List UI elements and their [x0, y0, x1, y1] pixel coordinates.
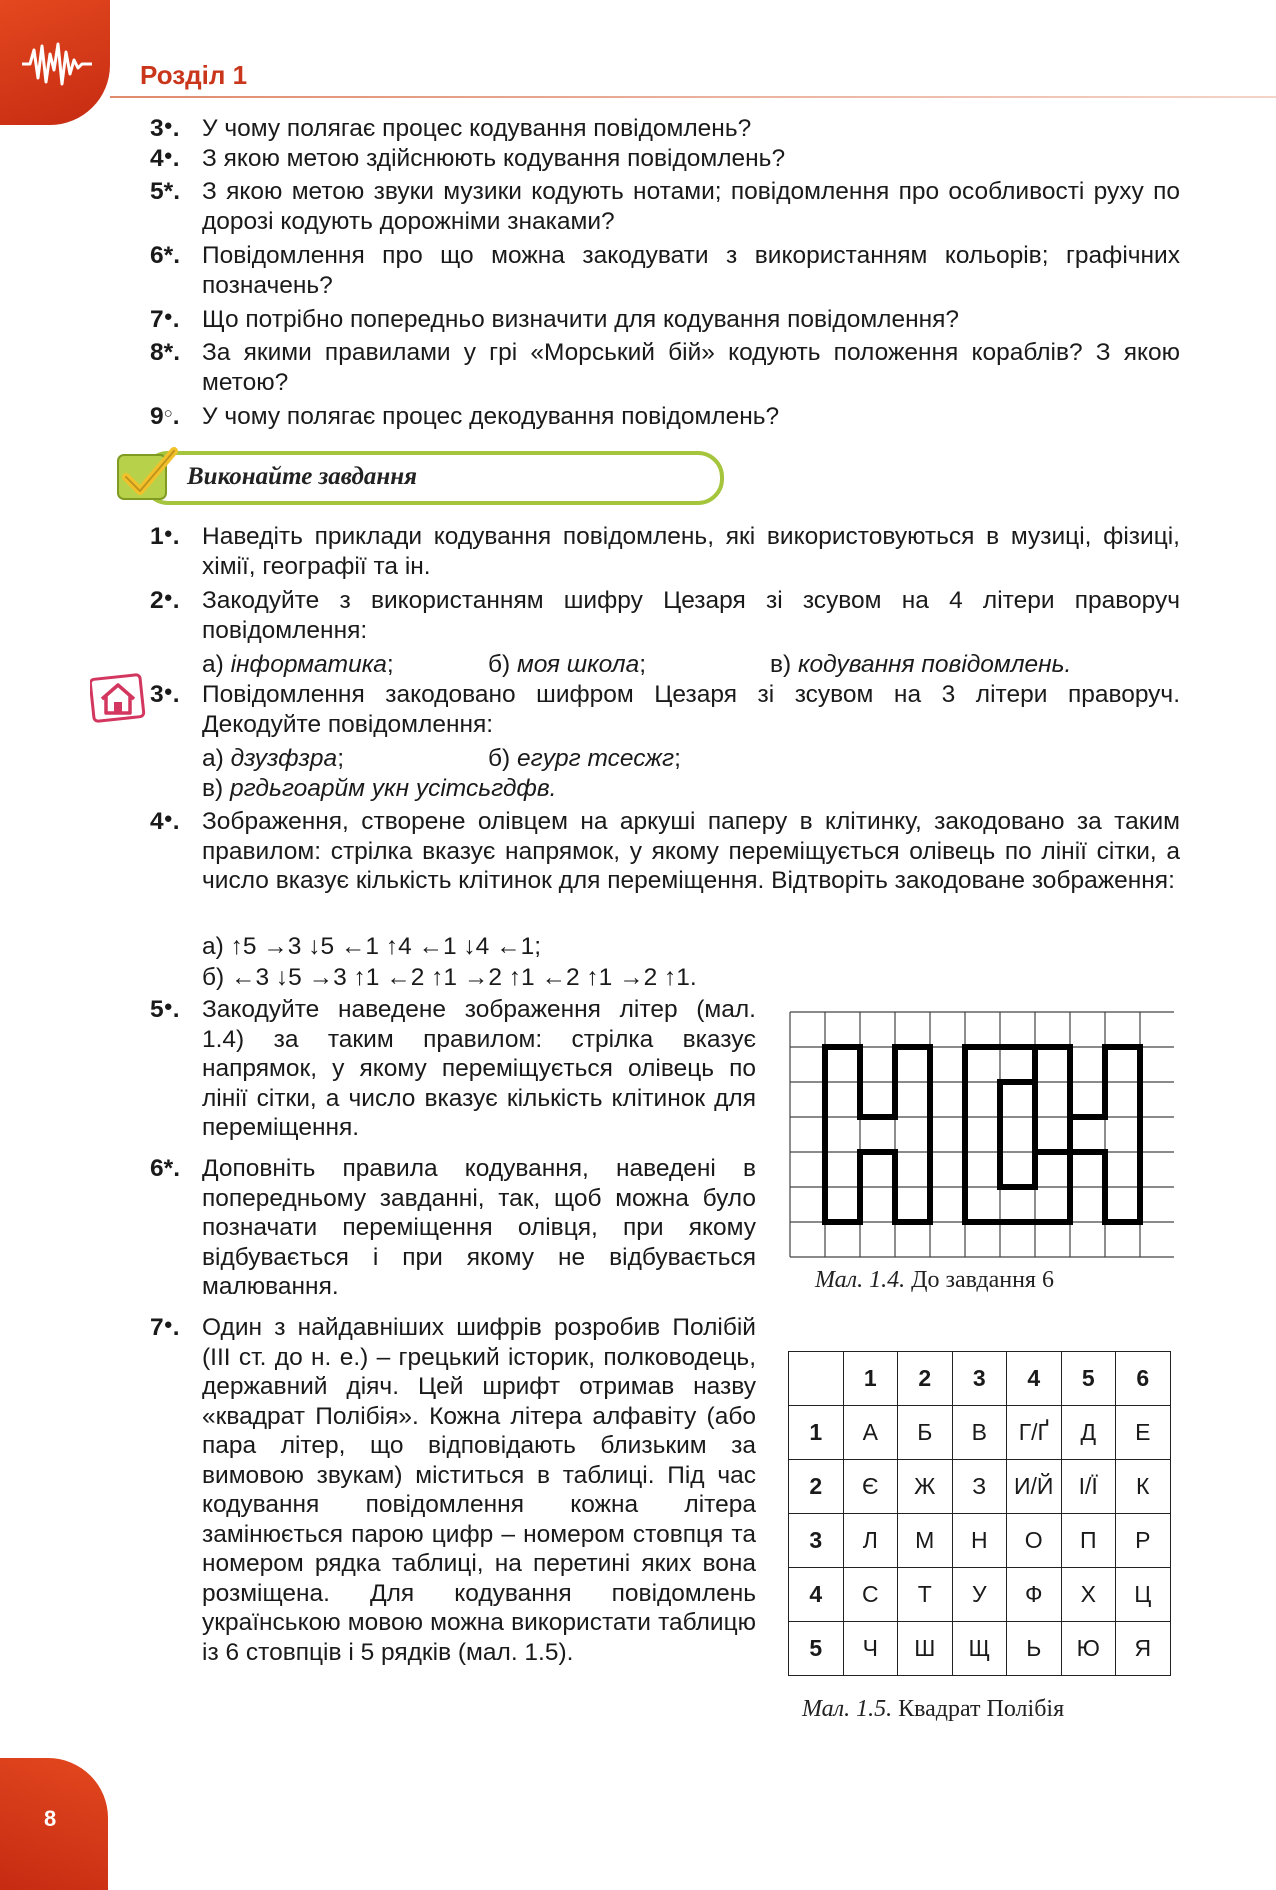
- task-6: 6*. Доповніть правила кодування, наведені в попередньому завданні, так, щоб можна було позначати переміщення олівця, при якому відбувається і при якому не відбувається малювання.: [150, 1155, 756, 1300]
- task-2: 2●. Закодуйте з використанням шифру Цезаря зі зсувом на 4 літери праворуч повідомлення:: [150, 587, 1180, 644]
- letter-ch-path: [1035, 1047, 1140, 1222]
- table-row: [789, 1568, 1171, 1622]
- task-banner-label: Виконайте завдання: [187, 463, 418, 490]
- question-7: 7●. Що потрібно попередньо визначити для кодування повідомлення?: [150, 306, 960, 333]
- table-cell: 1: [843, 1352, 898, 1406]
- home-task-icon: [90, 673, 148, 723]
- table-cell: 5: [789, 1622, 844, 1676]
- polybius-square-table: [788, 1351, 1171, 1676]
- question-8: 8*. За якими правилами у грі «Морський бій» кодують положення кораблів? З якою метою?: [150, 339, 1180, 396]
- task-7: 7●. Один з найдавніших шифрів розробив Полібій (ІІІ ст. до н. е.) – грецький історик, полководець, державний діяч. Цей шрифт отримав назву «квадрат Полібія». Кожна літера алфавіту (або пара літер, що відповідають близьким за вимовою звукам) міститься в таблиці. Під час кодування повідомлення кожна літера замінюється парою цифр – номером стовпця та номером рядка таблиці, на перетині яких вона розміщена. Для кодування повідомлень українською мовою можна використати таблицю із 6 стовпців і 5 рядків (мал. 1.5).: [150, 1314, 756, 1666]
- table-header-row: [789, 1352, 1171, 1406]
- table-row: [789, 1514, 1171, 1568]
- figure-1-5-caption: Мал. 1.5. Квадрат Полібія: [802, 1696, 1065, 1722]
- task-3: 3●. Повідомлення закодовано шифром Цезаря зі зсувом на 3 літери праворуч. Декодуйте повідомлення:: [150, 681, 1180, 738]
- task-3-option-c: в) ргдьгоарйм укн усітсьгдфв.: [202, 775, 557, 802]
- table-cell: 2: [898, 1352, 953, 1406]
- table-cell: 4: [1007, 1352, 1062, 1406]
- table-cell: 5: [1061, 1352, 1116, 1406]
- table-cell: Е: [1116, 1406, 1171, 1460]
- sound-wave-icon: [20, 40, 94, 88]
- letter-o-inner-path: [1000, 1082, 1035, 1187]
- task-5: 5●. Закодуйте наведене зображення літер (мал. 1.4) за таким правилом: стрілка вказує напрямок, у якому переміщується олівець по лінії сітки, а число вказує кількість клітинок для переміщення.: [150, 996, 756, 1141]
- table-cell: Ш: [898, 1622, 953, 1676]
- table-cell: Є: [843, 1460, 898, 1514]
- table-cell: 3: [952, 1352, 1007, 1406]
- letter-paths: [825, 1047, 1140, 1222]
- table-cell: К: [1116, 1460, 1171, 1514]
- table-cell: Ч: [843, 1622, 898, 1676]
- table-cell: Ь: [1007, 1622, 1062, 1676]
- table-cell: А: [843, 1406, 898, 1460]
- question-6: 6*. Повідомлення про що можна закодувати з використанням кольорів; графічних позначень?: [150, 242, 1180, 299]
- table-cell: Р: [1116, 1514, 1171, 1568]
- table-cell: О: [1007, 1514, 1062, 1568]
- task-4-option-b: б) ←3 ↓5 →3 ↑1 ←2 ↑1 →2 ↑1 ←2 ↑1 →2 ↑1.: [202, 964, 697, 991]
- question-5: 5*. З якою метою звуки музики кодують нотами; повідомлення про особливості руху по дорозі кодують дорожніми знаками?: [150, 178, 1180, 235]
- table-cell: Ц: [1116, 1568, 1171, 1622]
- task-banner: [112, 447, 724, 503]
- table-cell: 3: [789, 1514, 844, 1568]
- task-4-option-a: а) ↑5 →3 ↓5 ←1 ↑4 ←1 ↓4 ←1;: [202, 933, 542, 960]
- table-cell: Л: [843, 1514, 898, 1568]
- table-cell: Щ: [952, 1622, 1007, 1676]
- task-2-option-c: в) кодування повідомлень.: [770, 651, 1072, 678]
- table-cell: І/Ї: [1061, 1460, 1116, 1514]
- table-row: [789, 1460, 1171, 1514]
- question-9: 9○. У чому полягає процес декодування повідомлень?: [150, 403, 780, 430]
- table-cell: Ю: [1061, 1622, 1116, 1676]
- table-cell: [789, 1352, 844, 1406]
- table-cell: Х: [1061, 1568, 1116, 1622]
- section-title: Розділ 1: [140, 60, 248, 90]
- table-cell: С: [843, 1568, 898, 1622]
- question-4: 4●. З якою метою здійснюють кодування повідомлень?: [150, 145, 786, 172]
- letters-grid-figure: [788, 1010, 1174, 1258]
- table-cell: П: [1061, 1514, 1116, 1568]
- table-cell: 1: [789, 1406, 844, 1460]
- table-cell: Н: [952, 1514, 1007, 1568]
- letter-o-path: [965, 1047, 1070, 1222]
- table-cell: М: [898, 1514, 953, 1568]
- task-2-option-a: а) інформатика;: [202, 651, 394, 678]
- task-4: 4●. Зображення, створене олівцем на аркуші паперу в клітинку, закодовано за таким правилом: стрілка вказує напрямок, у якому переміщується олівець по лінії сітки, а число вказує кількість клітинок для переміщення. Відтворіть закодоване зображення:: [150, 808, 1180, 894]
- table-cell: Г/Ґ: [1007, 1406, 1062, 1460]
- table-cell: Д: [1061, 1406, 1116, 1460]
- table-row: [789, 1406, 1171, 1460]
- letter-n-path: [825, 1047, 930, 1222]
- task-2-option-b: б) моя школа;: [488, 651, 647, 678]
- table-cell: Б: [898, 1406, 953, 1460]
- page-number: 8: [44, 1806, 57, 1831]
- table-cell: В: [952, 1406, 1007, 1460]
- checkmark-icon: [112, 447, 182, 505]
- task-3-option-b: б) егург тсесжг;: [488, 745, 681, 772]
- task-3-option-a: а) дзузфзра;: [202, 745, 344, 772]
- table-cell: Т: [898, 1568, 953, 1622]
- table-cell: З: [952, 1460, 1007, 1514]
- table-cell: И/Й: [1007, 1460, 1062, 1514]
- table-cell: 6: [1116, 1352, 1171, 1406]
- table-cell: Я: [1116, 1622, 1171, 1676]
- header-divider: [110, 96, 1276, 98]
- question-3: 3●. У чому полягає процес кодування повідомлень?: [150, 115, 752, 142]
- table-cell: Ф: [1007, 1568, 1062, 1622]
- table-cell: 4: [789, 1568, 844, 1622]
- task-1: 1●. Наведіть приклади кодування повідомлень, які використовуються в музиці, фізиці, хімії, географії та ін.: [150, 523, 1180, 580]
- table-cell: У: [952, 1568, 1007, 1622]
- table-cell: Ж: [898, 1460, 953, 1514]
- table-row: [789, 1622, 1171, 1676]
- table-cell: 2: [789, 1460, 844, 1514]
- figure-1-4-caption: Мал. 1.4. До завдання 6: [815, 1267, 1054, 1293]
